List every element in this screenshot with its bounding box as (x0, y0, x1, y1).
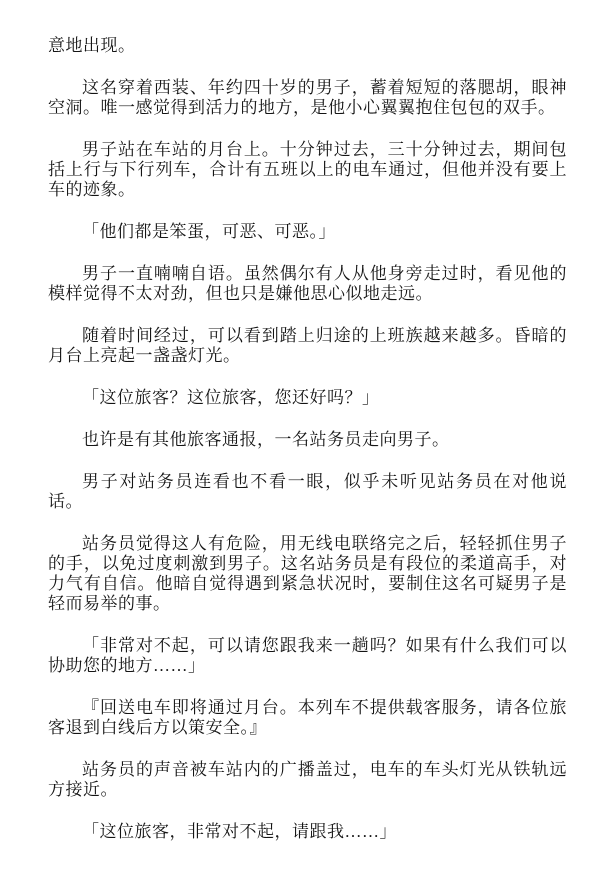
paragraph: 这名穿着西装、年约四十岁的男子，蓄着短短的落腮胡，眼神空洞。唯一感觉得到活力的地方，是他小心翼翼抱住包包的双手。 (48, 78, 567, 117)
paragraph: 站务员觉得这人有危险，用无线电联络完之后，轻轻抓住男子的手，以免过度刺激到男子。这名站务员是有段位的柔道高手，对力气有自信。他暗自觉得遇到紧急状况时，要制住这名可疑男子是轻而易举的事。 (48, 534, 567, 613)
paragraph-dialogue: 「这位旅客，非常对不起，请跟我……」 (82, 822, 397, 841)
paragraph: 男子一直喃喃自语。虽然偶尔有人从他身旁走过时，看见他的模样觉得不太对劲，但也只是嫌他思心似地走远。 (48, 264, 567, 303)
paragraph: 随着时间经过，可以看到踏上归途的上班族越来越多。昏暗的月台上亮起一盏盏灯光。 (48, 326, 567, 365)
paragraph: 男子对站务员连看也不看一眼，似乎未听见站务员在对他说话。 (48, 472, 567, 511)
paragraph-dialogue: 「这位旅客？这位旅客，您还好吗？」 (82, 388, 380, 407)
paragraph: 站务员的声音被车站内的广播盖过，电车的车头灯光从铁轨远方接近。 (48, 760, 567, 799)
paragraph-continuation: 意地出现。 (48, 36, 136, 55)
paragraph: 也许是有其他旅客通报，一名站务员走向男子。 (82, 430, 450, 449)
paragraph-dialogue: 「非常对不起，可以请您跟我来一趟吗？如果有什么我们可以协助您的地方……」 (48, 636, 567, 675)
paragraph: 男子站在车站的月台上。十分钟过去，三十分钟过去，期间包括上行与下行列车，合计有五班以上的电车通过，但他并没有要上车的迹象。 (48, 140, 567, 199)
paragraph-announcement: 『回送电车即将通过月台。本列车不提供载客服务，请各位旅客退到白线后方以策安全。』 (48, 698, 567, 737)
paragraph-dialogue: 「他们都是笨蛋，可恶、可恶。」 (82, 222, 336, 241)
